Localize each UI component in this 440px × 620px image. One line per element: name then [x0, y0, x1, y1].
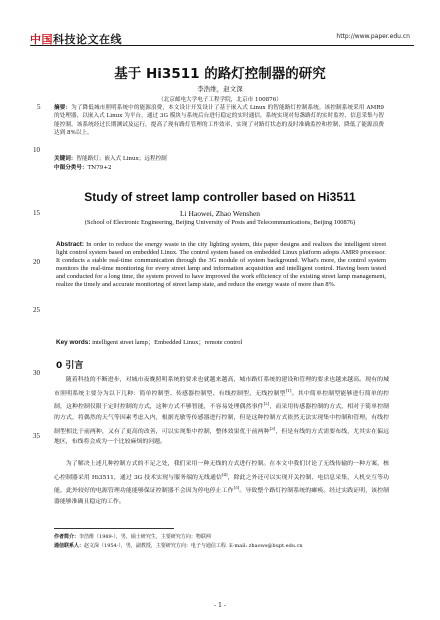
- english-title: Study of street lamp controller based on Hi3511: [84, 190, 356, 204]
- intro-paragraph-1-text: 随着科技的不断进步，对城市夜晚照明系统的要求也就越来越高，城市路灯系统的建设和管理的要求也越来越高。现有的城市照明系统主要分为以下几种：简单控制型、传感器控制型、有线控制型、无线控制型[1]。其中简单控制型能够进行简单的控制，这种控制仅限于定时控制的方式，这种方式不够智能，不容易处理偶然事件[2]，而采用传感器控制的方式，相对于简单控制的方式，将偶然的天气等因素考虑入内，根据光敏等传感器进行控制，但是这种控制方式依然无法实现集中控制和管理。有线控制型相比于前两种，又有了更高的改善，可以实现集中控制，整体效果优于前两种[3]，但是有线的方式需要布线，尤其实在偏远地区，布线将会成为一个比较麻烦的问题。: [54, 377, 390, 446]
- chinese-title: 基于 Hi3511 的路灯控制器的研究: [114, 66, 326, 82]
- line-number: 30: [33, 369, 40, 377]
- english-authors: Li Haowei, Zhao Wenshen: [179, 209, 261, 218]
- chinese-abstract: [54, 104, 384, 138]
- logo-red-text: 中国: [30, 33, 53, 46]
- chinese-abstract-text: 为了降低城市照明系统中的能源浪费，本文设计开发设计了基于嵌入式 Linux 的智能路灯控制系统。该控制系统采用 AMR9 的处理器，以嵌入式 Linux 为平台，通过 3G 模块与系统后台进行稳定的实时通信，系统实现对每盏路灯的实时监控、信息采集与智能控制。该系统经过长期测试及运行，提高了现有路灯管理的工作效率，实现了对路灯状态的及时准确监控和控制，降低了能源浪费达到 8%以上。: [54, 105, 384, 137]
- citation-ref[interactable]: [5]: [233, 485, 240, 491]
- page-number: - 1 -: [214, 602, 226, 609]
- chinese-classification-code: TN79+2: [87, 165, 112, 171]
- intro-paragraph-1: [54, 375, 389, 448]
- footnote-contact-label: 通信联系人：: [54, 543, 85, 549]
- english-keywords-text: intelligent street lamp；Embedded Linux；remote control: [92, 339, 243, 346]
- intro-paragraph-2-text: 为了解决上述几种控制方式的不足之处，我们采用一种无线的方式进行控制。在本文中我们讨论了无线传输的一种方案，核心控制器采用 Hi3511，通过 3G 技术实现与服务端的无线通信[4]，除此之外还可以实现开关控制、电信息采集，人机交互等功能，此外较好的电源管理功能能够保证控制器不会因为停电停止工作[5]。导致整个路灯控制系统的瘫痪。经过实践证明，该控制器能够准确且稳定的工作。: [54, 461, 390, 506]
- english-abstract-text: In order to reduce the energy waste in the city lighting system, this paper designs and realizes the intelligent street light control system based on embedded Linux. The control system based on embedded Linux platform adopts AMR9 processor. It conducts a stable real-time communication through the 3G module of system background. What's more, the control system monitors the real-time monitoring for every street lamp and information acquisition and intelligent control. Having been tested and conducted for a long time, the system proved to have improved the work efficiency of the existing street lamp management, realize the timely and accurate monitoring of street lamp state, and reduce the energy waste of more than 8%.: [56, 241, 386, 289]
- english-affiliation: (School of Electronic Engineering, Beijing University of Posts and Telecommunications, Beijing 100876): [84, 219, 356, 226]
- section-heading-introduction: 0 引言: [56, 361, 84, 371]
- line-number: 5: [37, 103, 41, 111]
- english-keywords: [56, 339, 386, 347]
- citation-ref[interactable]: [3]: [269, 425, 276, 431]
- citation-ref[interactable]: [2]: [263, 401, 270, 407]
- line-number: 35: [33, 432, 40, 440]
- line-number: 10: [33, 146, 40, 154]
- citation-ref[interactable]: [4]: [221, 471, 228, 477]
- chinese-affiliation: （北京邮电大学电子工程学院，北京市 100876）: [158, 97, 282, 103]
- chinese-authors: 李浩维，赵文深: [197, 85, 243, 93]
- footnote-rule: [54, 528, 174, 529]
- header-rule: [30, 45, 414, 46]
- footnote-contact: [54, 542, 394, 551]
- footnote-author-text: 李浩维（1989-），男，硕士研究生，主要研究方向：物联网: [79, 534, 211, 540]
- footnote-author: [54, 533, 394, 542]
- intro-paragraph-2: [54, 459, 389, 508]
- chinese-keywords: [54, 155, 384, 163]
- logo-text: 科技论文在线: [53, 33, 122, 46]
- chinese-classification-label: 中图分类号：: [54, 165, 88, 171]
- footnote-author-label: 作者简介：: [54, 534, 80, 540]
- chinese-keywords-label: 关键词：: [54, 156, 77, 162]
- english-abstract: [56, 241, 386, 290]
- line-number: 25: [33, 306, 40, 314]
- english-abstract-label: Abstract:: [56, 241, 85, 248]
- chinese-abstract-label: 摘要：: [54, 105, 72, 111]
- site-url[interactable]: http://www.paper.edu.cn: [336, 33, 410, 40]
- line-number: 20: [33, 258, 40, 266]
- chinese-keywords-text: 智能路灯；嵌入式 Linux；远程控制: [76, 156, 167, 162]
- citation-ref[interactable]: [1]: [285, 387, 292, 393]
- line-number: 15: [33, 209, 40, 217]
- footnote-contact-text: 赵文深（1954-），男，副教授，主要研究方向：电子与通信工程. E-mail: zhaows@bupt.edu.cn: [84, 543, 303, 549]
- chinese-classification: [54, 164, 384, 172]
- english-keywords-label: Key words:: [56, 339, 91, 346]
